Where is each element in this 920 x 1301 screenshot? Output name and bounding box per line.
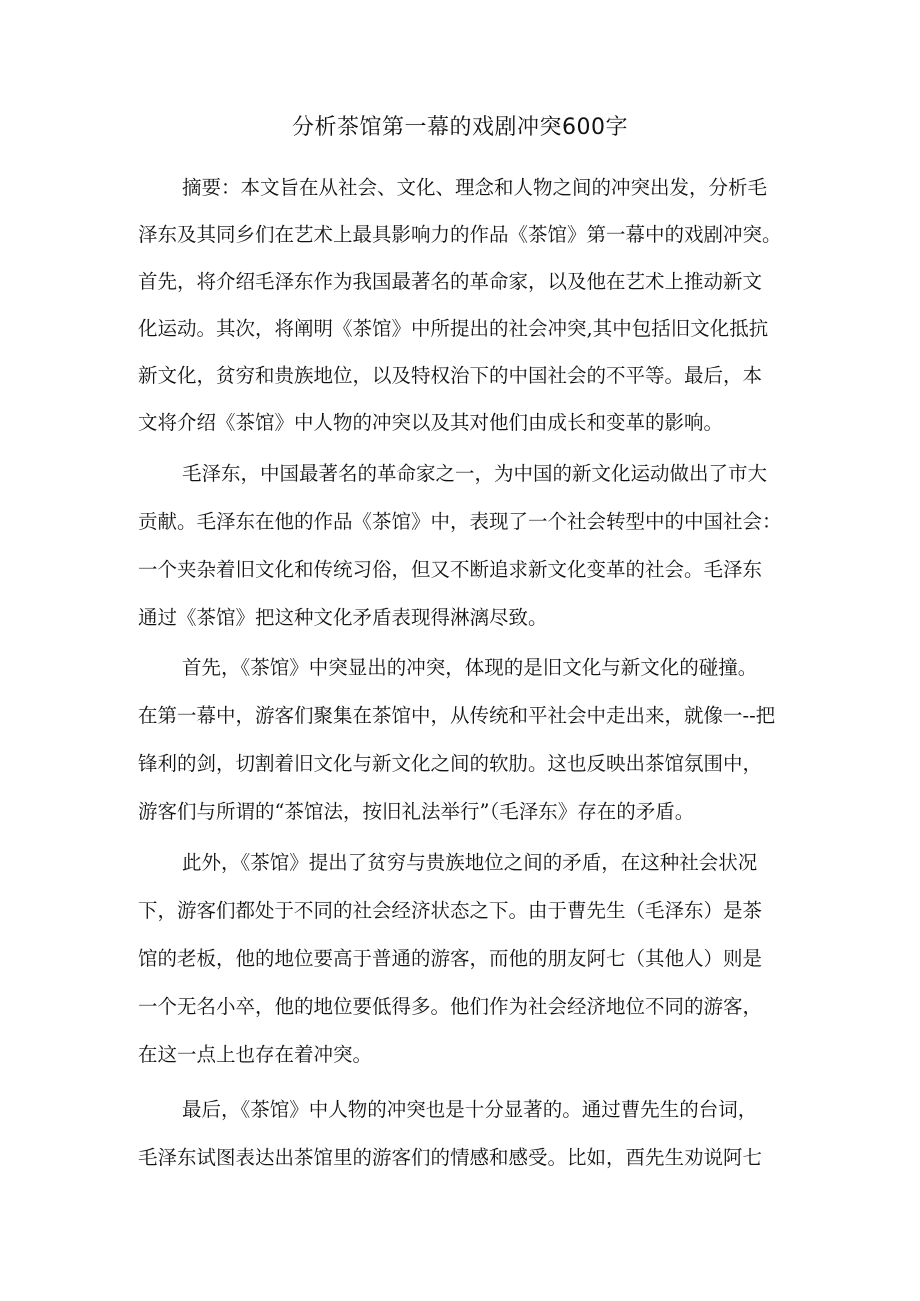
paragraph-line: 泽东及其同乡们在艺术上最具影响力的作品《茶馆》第一幕中的戏剧冲突。 [138, 223, 782, 246]
paragraph-line: 贡献。毛泽东在他的作品《茶馆》中，表现了一个社会转型中的中国社会： [138, 510, 782, 533]
paragraph-line: 新文化，贫穷和贵族地位，以及特权治下的中国社会的不平等。最后，本 [138, 364, 763, 387]
paragraph-line: 最后，《茶馆》中人物的冲突也是十分显著的。通过曹先生的台词， [182, 1098, 758, 1121]
paragraph-line: 一个夹杂着旧文化和传统习俗，但又不断追求新文化变革的社会。毛泽东 [138, 558, 763, 581]
paragraph-line: 锋利的剑，切割着旧文化与新文化之间的软肋。这也反映出茶馆氛围中， [138, 752, 763, 775]
paragraph-line: 化运动。其次，将阐明《茶馆》中所提出的社会冲突,其中包括旧文化抵抗 [138, 317, 769, 340]
paragraph-line: 首先，将介绍毛泽东作为我国最著名的革命家，以及他在艺术上推动新文 [138, 270, 763, 293]
paragraph-line: 摘要：本文旨在从社会、文化、理念和人物之间的冲突出发，分析毛 [182, 176, 768, 199]
document-title: 分析茶馆第一幕的戏剧冲突600字 [292, 115, 628, 140]
paragraph-line: 首先，《茶馆》中突显出的冲突，体现的是旧文化与新文化的碰撞。 [182, 656, 758, 679]
paragraph-line: 在第一幕中，游客们聚集在茶馆中，从传统和平社会中走出来，就像一--把 [138, 704, 776, 727]
paragraph-line: 文将介绍《茶馆》中人物的冲突以及其对他们由成长和变革的影响。 [138, 411, 724, 434]
paragraph-line: 此外，《茶馆》提出了贫穷与贵族地位之间的矛盾，在这种社会状况 [182, 851, 758, 874]
paragraph-line: 馆的老板，他的地位要高于普通的游客，而他的朋友阿七（其他人）则是 [138, 947, 763, 970]
paragraph-line: 通过《茶馆》把这种文化矛盾表现得淋漓尽致。 [138, 606, 548, 629]
paragraph-line: 下，游客们都处于不同的社会经济状态之下。由于曹先生（毛泽东）是茶 [138, 899, 763, 922]
paragraph-line: 毛泽东试图表达出茶馆里的游客们的情感和感受。比如，酉先生劝说阿七 [138, 1146, 763, 1169]
paragraph-line: 一个无名小卒，他的地位要低得多。他们作为社会经济地位不同的游客， [138, 995, 763, 1018]
paragraph-line: 毛泽东，中国最著名的革命家之一，为中国的新文化运动做出了市大 [182, 462, 768, 485]
paragraph-line: 在这一点上也存在着冲突。 [138, 1043, 373, 1066]
paragraph-line: 游客们与所谓的“茶馆法，按旧礼法举行”（毛泽东》存在的矛盾。 [138, 800, 695, 823]
